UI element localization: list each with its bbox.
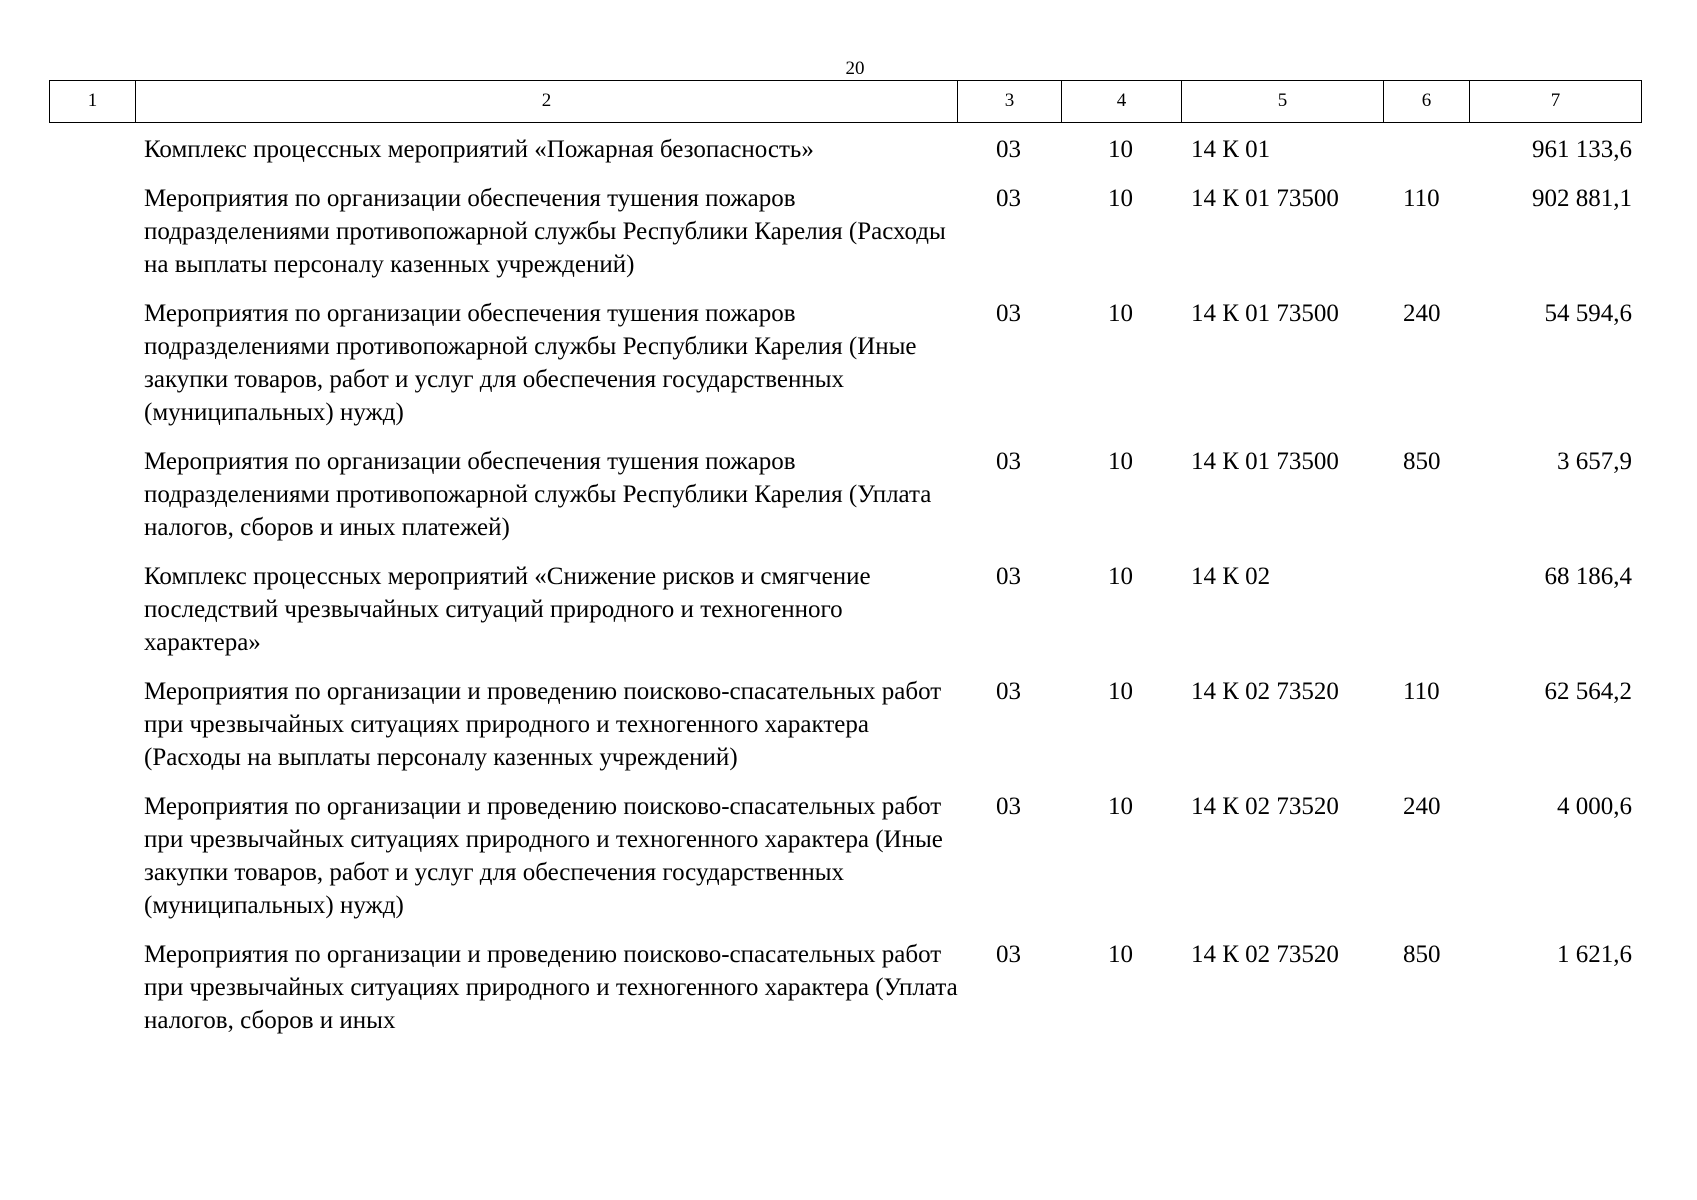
table-row	[0, 560, 1697, 659]
row-amount: 1 621,6	[1557, 941, 1632, 968]
row-subsection: 10	[1108, 563, 1133, 590]
header-col-7: 7	[1550, 90, 1561, 111]
row-name: Комплекс процессных мероприятий «Снижение рисков и смягчение последствий чрезвычайных ситуаций природного и техногенного характера»	[144, 563, 871, 656]
row-name: Мероприятия по организации обеспечения тушения пожаров подразделениями противопожарной службы Республики Карелия (Расходы на выплаты персоналу казенных учреждений)	[144, 185, 946, 278]
row-name: Мероприятия по организации обеспечения тушения пожаров подразделениями противопожарной службы Республики Карелия (Уплата налогов, сборов и иных платежей)	[144, 448, 932, 541]
row-amount: 3 657,9	[1557, 448, 1632, 475]
row-target-article: 14 К 01 73500	[1191, 300, 1339, 327]
row-section: 03	[996, 941, 1021, 968]
header-col-2: 2	[136, 81, 958, 122]
row-target-article: 14 К 02	[1191, 563, 1271, 590]
row-name: Мероприятия по организации и проведению поисково-спасательных работ при чрезвычайных ситуациях природного и техногенного характера (Иные закупки товаров, работ и услуг для обеспечения государственных (муниципальных) нужд)	[144, 793, 943, 919]
page-number: 20	[845, 58, 865, 79]
row-target-article: 14 К 02 73520	[1191, 793, 1339, 820]
table-body	[0, 133, 1697, 1053]
table-row	[0, 675, 1697, 774]
header-col-5: 5	[1182, 81, 1384, 122]
row-amount: 68 186,4	[1544, 563, 1632, 590]
table-row	[0, 182, 1697, 281]
row-subsection: 10	[1108, 448, 1133, 475]
row-target-article: 14 К 02 73520	[1191, 941, 1339, 968]
row-section: 03	[996, 448, 1021, 475]
row-amount: 961 133,6	[1532, 136, 1632, 163]
row-subsection: 10	[1108, 300, 1133, 327]
table-row	[0, 790, 1697, 922]
table-row	[0, 133, 1697, 166]
row-section: 03	[996, 185, 1021, 212]
row-amount: 62 564,2	[1544, 678, 1632, 705]
table-row	[0, 445, 1697, 544]
row-section: 03	[996, 300, 1021, 327]
row-subsection: 10	[1108, 136, 1133, 163]
row-section: 03	[996, 136, 1021, 163]
row-target-article: 14 К 01	[1191, 136, 1271, 163]
header-col-4: 4	[1062, 81, 1182, 122]
row-section: 03	[996, 793, 1021, 820]
row-amount: 54 594,6	[1544, 300, 1632, 327]
row-name: Мероприятия по организации и проведению поисково-спасательных работ при чрезвычайных ситуациях природного и техногенного характера (Уплата налогов, сборов и иных	[144, 941, 958, 1034]
table-row	[0, 297, 1697, 429]
row-expense-type: 240	[1403, 793, 1441, 820]
row-name: Комплекс процессных мероприятий «Пожарная безопасность»	[144, 136, 814, 163]
row-subsection: 10	[1108, 793, 1133, 820]
table-row	[0, 938, 1697, 1037]
row-target-article: 14 К 01 73500	[1191, 185, 1339, 212]
row-amount: 902 881,1	[1532, 185, 1632, 212]
header-col-3: 3	[958, 81, 1062, 122]
row-target-article: 14 К 01 73500	[1191, 448, 1339, 475]
row-target-article: 14 К 02 73520	[1191, 678, 1339, 705]
row-subsection: 10	[1108, 941, 1133, 968]
header-col-1: 1	[50, 81, 136, 122]
row-amount: 4 000,6	[1557, 793, 1632, 820]
header-col-6: 6	[1384, 81, 1470, 122]
row-name: Мероприятия по организации обеспечения тушения пожаров подразделениями противопожарной службы Республики Карелия (Иные закупки товаров, работ и услуг для обеспечения государственных (муниципальных) нужд)	[144, 300, 917, 426]
row-section: 03	[996, 678, 1021, 705]
row-subsection: 10	[1108, 678, 1133, 705]
table-header	[49, 80, 1642, 123]
row-subsection: 10	[1108, 185, 1133, 212]
row-expense-type: 850	[1403, 448, 1441, 475]
row-name: Мероприятия по организации и проведению поисково-спасательных работ при чрезвычайных ситуациях природного и техногенного характера (Расходы на выплаты персоналу казенных учреждений)	[144, 678, 942, 771]
row-expense-type: 240	[1403, 300, 1441, 327]
row-expense-type: 110	[1403, 678, 1440, 705]
row-expense-type: 850	[1403, 941, 1441, 968]
row-section: 03	[996, 563, 1021, 590]
row-expense-type: 110	[1403, 185, 1440, 212]
